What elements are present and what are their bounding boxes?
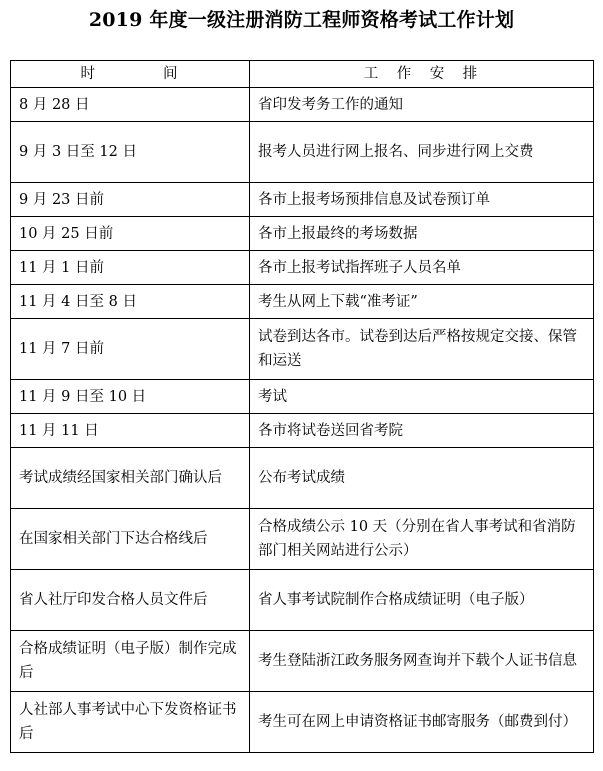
table-row [11, 448, 594, 509]
table-row [11, 692, 594, 753]
cell-task: 公布考试成绩 [250, 448, 594, 509]
cell-task: 各市上报考场预排信息及试卷预订单 [250, 183, 594, 217]
cell-task: 省人事考试院制作合格成绩证明（电子版） [250, 570, 594, 631]
cell-task: 省印发考务工作的通知 [250, 88, 594, 122]
table-row [11, 570, 594, 631]
document-title: 2019 年度一级注册消防工程师资格考试工作计划 [88, 9, 515, 31]
cell-time: 11 月 7 日前 [11, 319, 250, 380]
cell-time: 考试成绩经国家相关部门确认后 [11, 448, 250, 509]
cell-time: 合格成绩证明（电子版）制作完成后 [11, 631, 250, 692]
cell-time: 10 月 25 日前 [11, 217, 250, 251]
header-time: 时 间 [11, 61, 250, 88]
table-row [11, 509, 594, 570]
cell-time: 9 月 23 日前 [11, 183, 250, 217]
table-row [11, 122, 594, 183]
cell-task: 试卷到达各市。试卷到达后严格按规定交接、保管和运送 [250, 319, 594, 380]
cell-task: 考试 [250, 380, 594, 414]
cell-time: 9 月 3 日至 12 日 [11, 122, 250, 183]
cell-task: 考生登陆浙江政务服务网查询并下载个人证书信息 [250, 631, 594, 692]
cell-time: 人社部人事考试中心下发资格证书后 [11, 692, 250, 753]
table-row [11, 319, 594, 380]
table-row [11, 217, 594, 251]
cell-task: 各市上报最终的考场数据 [250, 217, 594, 251]
cell-time: 11 月 1 日前 [11, 251, 250, 285]
cell-time: 省人社厅印发合格人员文件后 [11, 570, 250, 631]
cell-task: 考生从网上下载“准考证” [250, 285, 594, 319]
table-row [11, 183, 594, 217]
cell-time: 8 月 28 日 [11, 88, 250, 122]
cell-task: 报考人员进行网上报名、同步进行网上交费 [250, 122, 594, 183]
cell-time: 11 月 4 日至 8 日 [11, 285, 250, 319]
table-row [11, 414, 594, 448]
table-row [11, 251, 594, 285]
cell-task: 合格成绩公示 10 天（分别在省人事考试和省消防部门相关网站进行公示） [250, 509, 594, 570]
table-row [11, 88, 594, 122]
schedule-table [10, 60, 594, 753]
cell-task: 各市上报考试指挥班子人员名单 [250, 251, 594, 285]
header-task: 工 作 安 排 [250, 61, 594, 88]
cell-task: 考生可在网上申请资格证书邮寄服务（邮费到付） [250, 692, 594, 753]
cell-task: 各市将试卷送回省考院 [250, 414, 594, 448]
cell-time: 11 月 11 日 [11, 414, 250, 448]
table-row [11, 285, 594, 319]
table-row [11, 380, 594, 414]
table-row [11, 631, 594, 692]
cell-time: 在国家相关部门下达合格线后 [11, 509, 250, 570]
cell-time: 11 月 9 日至 10 日 [11, 380, 250, 414]
table-header-row [11, 61, 594, 88]
